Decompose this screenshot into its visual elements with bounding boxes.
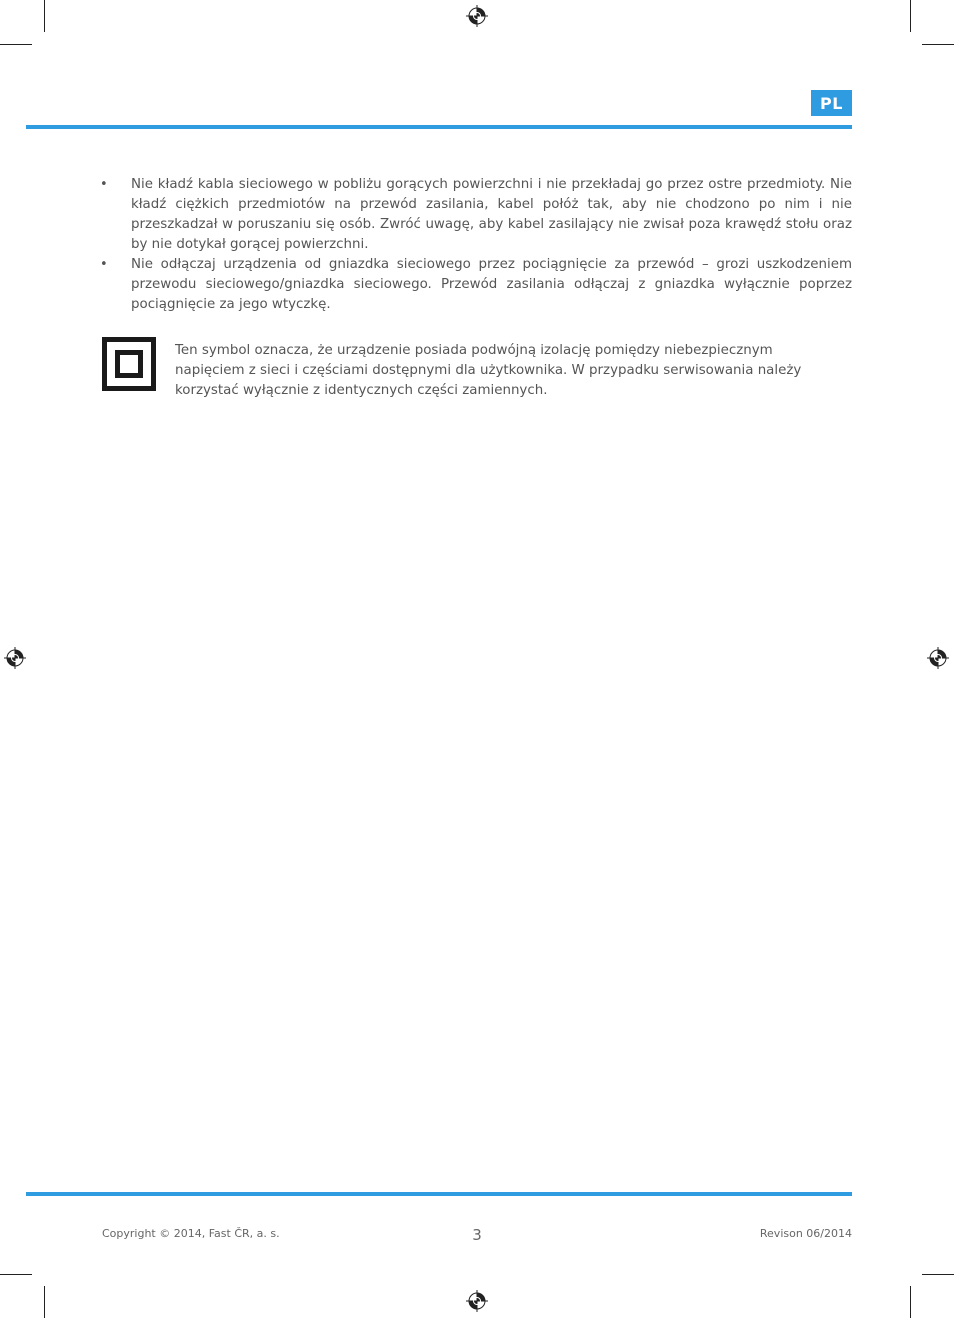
registration-mark-icon bbox=[927, 647, 949, 669]
copyright-text: Copyright © 2014, Fast ČR, a. s. bbox=[102, 1227, 280, 1240]
crop-mark bbox=[44, 1286, 45, 1318]
language-badge: PL bbox=[811, 90, 852, 116]
bullet-icon: • bbox=[100, 177, 108, 192]
bullet-list bbox=[92, 175, 852, 315]
header-rule bbox=[26, 125, 852, 129]
crop-mark bbox=[44, 0, 45, 32]
list-item bbox=[92, 175, 852, 255]
page-number: 3 bbox=[472, 1226, 482, 1244]
list-item bbox=[92, 255, 852, 315]
crop-mark bbox=[922, 44, 954, 45]
registration-mark-icon bbox=[4, 647, 26, 669]
registration-mark-icon bbox=[466, 5, 488, 27]
registration-mark-icon bbox=[466, 1290, 488, 1312]
footer-rule bbox=[26, 1192, 852, 1196]
double-insulation-icon bbox=[102, 337, 156, 391]
crop-mark bbox=[910, 0, 911, 32]
crop-mark bbox=[910, 1286, 911, 1318]
crop-mark bbox=[922, 1274, 954, 1275]
bullet-icon: • bbox=[100, 257, 108, 272]
crop-mark bbox=[0, 1274, 32, 1275]
bullet-text: Nie kładź kabla sieciowego w pobliżu gorących powierzchni i nie przekładaj go przez ostre przedmioty. Nie kładź ciężkich przedmiotów na przewód zasilania, kabel połóż tak, aby nie chodzono po nim i nie przeszkadzał w poruszaniu się osób. Zwróć uwagę, aby kabel zasilający nie zwisał poza krawędź stołu oraz by nie dotykał gorącej powierzchni. bbox=[131, 177, 852, 252]
crop-mark bbox=[0, 44, 32, 45]
bullet-text: Nie odłączaj urządzenia od gniazdka sieciowego przez pociągnięcie za przewód – grozi uszkodzeniem przewodu sieciowego/gniazdka sieciowego. Przewód zasilania odłączaj z gniazdka wyłącznie poprzez pociągnięcie za jego wtyczkę. bbox=[131, 257, 852, 312]
revision-text: Revison 06/2014 bbox=[759, 1227, 852, 1240]
symbol-description: Ten symbol oznacza, że urządzenie posiada podwójną izolację pomiędzy niebezpiecznym napięciem z sieci i częściami dostępnymi dla użytkownika. W przypadku serwisowania należy korzystać wyłącznie z identycznych części zamiennych. bbox=[175, 343, 802, 398]
safety-instructions bbox=[92, 175, 852, 315]
